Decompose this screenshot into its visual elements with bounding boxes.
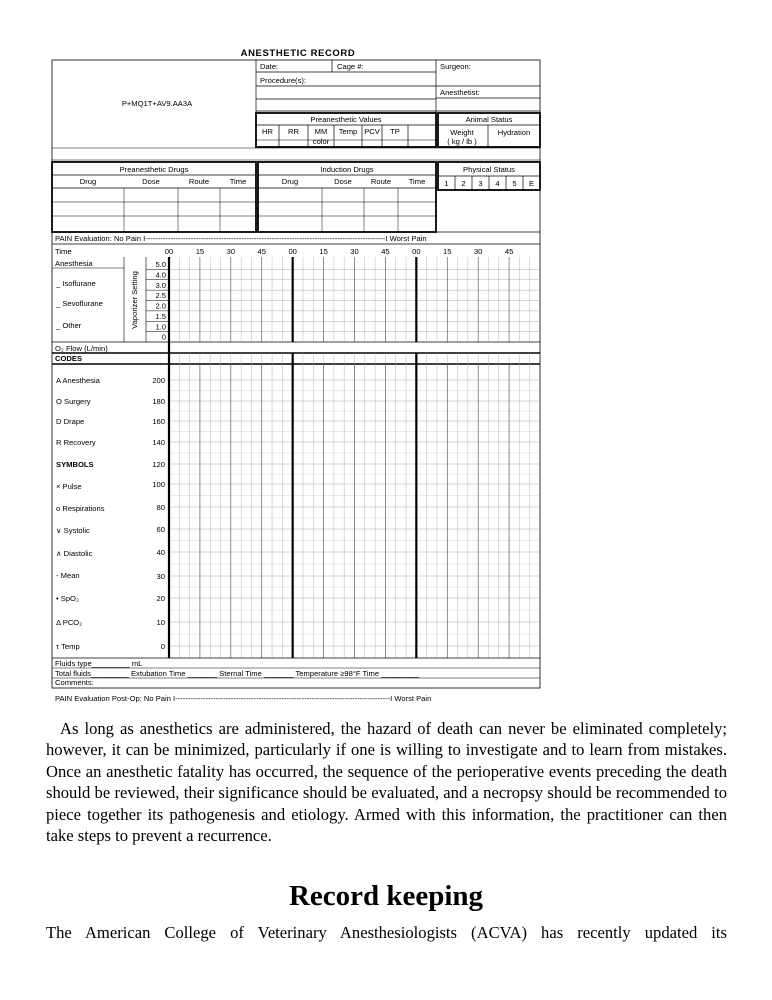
anesthesia-title: Anesthesia (55, 259, 93, 268)
scale-value: 0 (160, 642, 165, 651)
pain-evaluation-scale: PAIN Evaluation: No Pain I-----------------------------------------------------------------------------------------------I Worst Pain (55, 234, 427, 243)
scale-value: 20 (156, 594, 165, 603)
anesthetist-label: Anesthetist: (440, 88, 480, 97)
anesthetic-record-form-drawing (52, 46, 542, 706)
faded-header-text: P+MQ1T+AV9.AA3A (121, 99, 193, 108)
anesthetic-record-form (52, 46, 542, 706)
pain-post-op-scale: PAIN Evaluation Post-Op: No Pain I-------------------------------------------------------------------------------------I Worst Pain (55, 694, 432, 703)
induction-drug-column: Drug (281, 177, 299, 186)
scale-value: 10 (156, 618, 165, 627)
preanesthetic-drug-column: Route (188, 177, 210, 186)
symbol-legend-item: × Pulse (56, 482, 82, 491)
vaporizer-setting-value: 1.0 (155, 322, 166, 332)
induction-drug-column: Time (408, 177, 426, 186)
time-tick-label: 15 (195, 247, 205, 256)
o2-flow-label: O₂ Flow (L/min) (55, 344, 108, 353)
time-tick-label: 45 (257, 247, 266, 256)
preanesthetic-drugs-title: Preanesthetic Drugs (119, 165, 189, 174)
scale-value: 60 (156, 525, 165, 534)
physical-status-class: 1 (444, 179, 449, 188)
preanesthetic-value-header: TP (390, 127, 400, 136)
symbol-legend-item: ∧ Diastolic (56, 549, 93, 558)
physical-status-class: E (528, 179, 535, 188)
preanesthetic-value-header: RR (288, 127, 299, 136)
form-title: ANESTHETIC RECORD (240, 48, 356, 59)
vaporizer-setting-value: 4.0 (155, 270, 166, 280)
physical-status-class: 3 (478, 179, 483, 188)
form-outer-frame (52, 60, 540, 688)
hydration-label: Hydration (497, 128, 531, 137)
vaporizer-setting-value: 0 (161, 332, 166, 342)
fluids-type-field: Fluids type_________ mL (55, 659, 143, 668)
preanesthetic-drug-column: Drug (79, 177, 97, 186)
preanesthetic-drug-column: Time (229, 177, 247, 186)
scale-value: 140 (152, 438, 165, 447)
symbol-legend-item: o Respirations (56, 504, 105, 513)
time-tick-label: 45 (504, 247, 514, 256)
code-legend-item: R Recovery (56, 438, 96, 447)
time-tick-label: 15 (319, 247, 328, 256)
scale-value: 100 (152, 480, 165, 489)
induction-drugs-title: Induction Drugs (320, 165, 374, 174)
weight-label: Weight (450, 128, 474, 137)
physical-status-class: 4 (495, 179, 500, 188)
preanesthetic-value-header: PCV (364, 127, 380, 136)
time-tick-label: 00 (164, 247, 174, 256)
vaporizer-setting-value: 2.5 (155, 291, 166, 301)
code-legend-item: D Drape (56, 417, 85, 426)
scale-value: 160 (152, 417, 165, 426)
physical-status-class: 5 (512, 179, 517, 188)
surgeon-label: Surgeon: (440, 62, 471, 71)
cage-label: Cage #: (337, 62, 364, 71)
scale-value: 80 (156, 503, 165, 512)
vaporizer-setting-value: 2.0 (155, 301, 166, 311)
body-paragraph-2: The American College of Veterinary Anesthesiologists (ACVA) has recently updated its (46, 923, 727, 942)
time-tick-label: 45 (381, 247, 390, 256)
code-legend-item: O Surgery (56, 397, 91, 406)
symbol-legend-item: ∨ Systolic (56, 526, 90, 535)
time-tick-label: 15 (443, 247, 452, 256)
symbol-legend-item: τ Temp (56, 642, 80, 651)
preanesthetic-value-header: MM (314, 127, 328, 136)
physical-status-class: 2 (461, 179, 466, 188)
time-tick-label: 00 (288, 247, 297, 256)
time-tick-label: 30 (350, 247, 359, 256)
weight-unit-label: ( kg / lb ) (447, 137, 477, 146)
anesthetic-agent-option: _ Isoflurane (56, 279, 96, 288)
scale-value: 200 (152, 376, 165, 385)
procedure-label: Procedure(s): (260, 76, 307, 85)
symbol-legend-item: - Mean (56, 571, 80, 580)
induction-drug-column: Route (370, 177, 392, 186)
scale-value: 40 (156, 548, 165, 557)
preanesthetic-drug-column: Dose (142, 177, 160, 186)
induction-drug-column: Dose (334, 177, 352, 186)
body-paragraph-1: As long as anesthetics are administered, the hazard of death can never be eliminated completely; however, it can be minimized, particularly if one is willing to investigate and to learn from mistakes. Once an anesthetic fatality has occurred, the sequence of the perioperative events preceding the death should be reviewed, their significance should be evaluated, and a necropsy should be recommended to piece together its pathogenesis and etiology. Armed with this information, the practitioner can then take steps to prevent a recurrence. (46, 719, 727, 846)
symbol-legend-item: Δ PCO₂ (56, 618, 83, 627)
scale-value: 30 (156, 572, 165, 581)
time-label: Time (55, 247, 72, 256)
comments-field: Comments: (55, 678, 94, 687)
mm-color-label: color (312, 137, 330, 146)
animal-status-title: Animal Status (465, 115, 513, 124)
preanesthetic-values-title: Preanesthetic Values (310, 115, 382, 124)
vaporizer-setting-value: 3.0 (155, 280, 166, 290)
scale-value: 180 (152, 397, 165, 406)
physical-status-title: Physical Status (463, 165, 515, 174)
date-label: Date: (260, 62, 279, 71)
vaporizer-setting-value: 5.0 (155, 260, 166, 270)
code-legend-item: A Anesthesia (56, 376, 100, 385)
preanesthetic-value-header: Temp (338, 127, 358, 136)
total-fluids-field: Total fluids_________ Extubation Time _______ Sternal Time _______ Temperature ≥98°F Time _________ (55, 669, 420, 678)
time-tick-label: 00 (412, 247, 421, 256)
symbols-title: SYMBOLS (56, 460, 94, 469)
time-tick-label: 30 (226, 247, 236, 256)
symbol-legend-item: • SpO₂ (56, 594, 79, 603)
preanesthetic-value-header: HR (262, 127, 273, 136)
anesthetic-agent-option: _ Sevoflurane (56, 299, 103, 308)
scale-value: 120 (152, 460, 165, 469)
vaporizer-setting-label: Vaporizer Setting (130, 271, 139, 329)
anesthetic-agent-option: _ Other (56, 321, 82, 330)
vaporizer-setting-value: 1.5 (155, 311, 166, 321)
codes-title: CODES (55, 354, 83, 363)
time-tick-label: 30 (473, 247, 483, 256)
section-heading: Record keeping (288, 880, 484, 912)
